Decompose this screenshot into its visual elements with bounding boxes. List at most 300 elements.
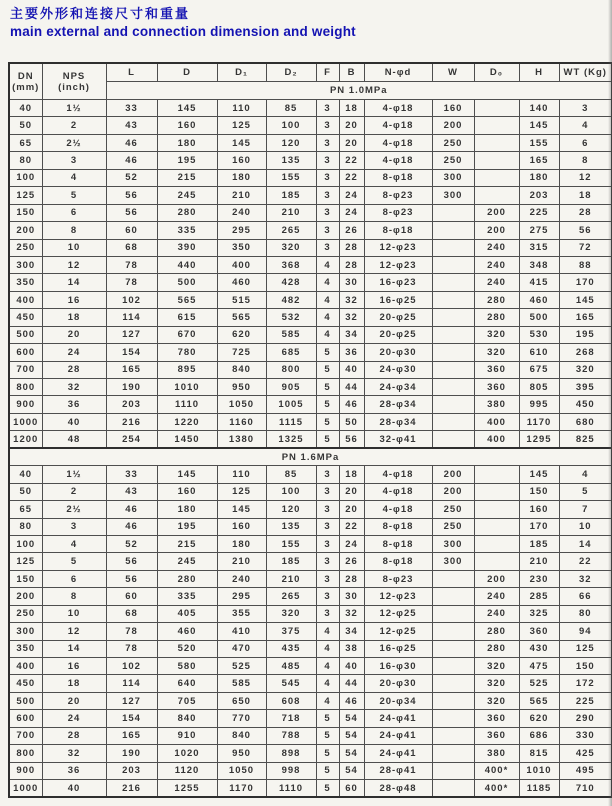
cell-wt: 680	[559, 413, 612, 430]
cell-n-phi-d: 12-φ25	[364, 605, 432, 622]
cell-nps: 12	[42, 256, 106, 273]
cell-dn: 150	[9, 570, 42, 587]
cell-wt: 80	[559, 605, 612, 622]
cell-n-phi-d: 24-φ41	[364, 727, 432, 744]
cell-d1: 240	[217, 204, 266, 221]
cell-d: 440	[157, 256, 217, 273]
cell-d2: 428	[266, 274, 316, 291]
cell-d1: 110	[217, 466, 266, 483]
cell-f: 5	[316, 727, 339, 744]
cell-n-phi-d: 4-φ18	[364, 152, 432, 169]
cell-d2: 85	[266, 100, 316, 117]
cell-d2: 185	[266, 187, 316, 204]
cell-d: 1255	[157, 780, 217, 797]
cell-d: 145	[157, 100, 217, 117]
table-row	[9, 466, 612, 483]
cell-f: 3	[316, 535, 339, 552]
cell-d2: 585	[266, 326, 316, 343]
cell-nps: 10	[42, 239, 106, 256]
cell-l: 56	[106, 204, 157, 221]
cell-n-phi-d: 16-φ23	[364, 274, 432, 291]
cell-nps: 32	[42, 745, 106, 762]
cell-n-phi-d: 8-φ18	[364, 169, 432, 186]
cell-d: 245	[157, 187, 217, 204]
table-row	[9, 518, 612, 535]
cell-w	[432, 256, 474, 273]
cell-d0: 240	[474, 274, 519, 291]
header-dn-unit-bottom: (mm)	[12, 81, 40, 93]
cell-h: 325	[519, 605, 559, 622]
cell-d0	[474, 483, 519, 500]
section-band-row	[9, 448, 612, 465]
cell-d: 1450	[157, 431, 217, 448]
cell-d2: 532	[266, 309, 316, 326]
cell-wt: 7	[559, 501, 612, 518]
column-header-d0: D₀	[474, 63, 519, 82]
cell-n-phi-d: 8-φ23	[364, 187, 432, 204]
table-row	[9, 762, 612, 779]
cell-f: 3	[316, 553, 339, 570]
cell-w: 300	[432, 553, 474, 570]
cell-nps: 14	[42, 274, 106, 291]
cell-dn: 200	[9, 588, 42, 605]
cell-dn: 65	[9, 501, 42, 518]
table-row	[9, 570, 612, 587]
table-row	[9, 553, 612, 570]
cell-n-phi-d: 4-φ18	[364, 466, 432, 483]
table-row	[9, 588, 612, 605]
cell-l: 46	[106, 152, 157, 169]
cell-nps: 5	[42, 553, 106, 570]
cell-d1: 650	[217, 692, 266, 709]
cell-d1: 180	[217, 169, 266, 186]
cell-d1: 145	[217, 501, 266, 518]
cell-d1: 400	[217, 256, 266, 273]
cell-wt: 14	[559, 535, 612, 552]
cell-l: 165	[106, 727, 157, 744]
cell-d2: 608	[266, 692, 316, 709]
cell-wt: 825	[559, 431, 612, 448]
cell-l: 127	[106, 692, 157, 709]
cell-f: 3	[316, 100, 339, 117]
cell-f: 3	[316, 239, 339, 256]
table-row	[9, 204, 612, 221]
cell-d: 910	[157, 727, 217, 744]
cell-d: 180	[157, 501, 217, 518]
cell-dn: 900	[9, 396, 42, 413]
cell-dn: 40	[9, 466, 42, 483]
cell-d1: 180	[217, 535, 266, 552]
cell-d: 460	[157, 623, 217, 640]
cell-b: 28	[339, 256, 364, 273]
cell-w: 250	[432, 134, 474, 151]
cell-d1: 210	[217, 187, 266, 204]
cell-dn: 250	[9, 239, 42, 256]
cell-wt: 72	[559, 239, 612, 256]
cell-b: 22	[339, 169, 364, 186]
cell-d0	[474, 518, 519, 535]
table-row	[9, 640, 612, 657]
cell-dn: 250	[9, 605, 42, 622]
cell-d1: 355	[217, 605, 266, 622]
cell-l: 46	[106, 134, 157, 151]
cell-d: 280	[157, 204, 217, 221]
cell-h: 140	[519, 100, 559, 117]
cell-w: 300	[432, 169, 474, 186]
cell-dn: 800	[9, 745, 42, 762]
cell-dn: 125	[9, 187, 42, 204]
cell-b: 50	[339, 413, 364, 430]
cell-nps: 40	[42, 413, 106, 430]
cell-l: 190	[106, 379, 157, 396]
cell-n-phi-d: 16-φ30	[364, 658, 432, 675]
column-header-dn	[9, 63, 42, 100]
cell-dn: 800	[9, 379, 42, 396]
cell-d0: 360	[474, 710, 519, 727]
cell-d: 1220	[157, 413, 217, 430]
cell-nps: 8	[42, 222, 106, 239]
cell-w: 300	[432, 535, 474, 552]
cell-d2: 482	[266, 291, 316, 308]
cell-nps: 20	[42, 326, 106, 343]
cell-l: 52	[106, 169, 157, 186]
cell-nps: 40	[42, 780, 106, 797]
cell-wt: 268	[559, 344, 612, 361]
cell-dn: 500	[9, 692, 42, 709]
cell-f: 4	[316, 326, 339, 343]
cell-f: 4	[316, 274, 339, 291]
cell-d1: 1050	[217, 762, 266, 779]
cell-wt: 170	[559, 274, 612, 291]
cell-l: 68	[106, 239, 157, 256]
cell-f: 5	[316, 762, 339, 779]
cell-n-phi-d: 12-φ23	[364, 256, 432, 273]
table-row	[9, 535, 612, 552]
cell-l: 190	[106, 745, 157, 762]
cell-n-phi-d: 24-φ30	[364, 361, 432, 378]
page-title-chinese: 主要外形和连接尺寸和重量	[10, 6, 191, 21]
cell-d2: 265	[266, 222, 316, 239]
table-row	[9, 152, 612, 169]
cell-nps: 12	[42, 623, 106, 640]
cell-f: 5	[316, 379, 339, 396]
cell-n-phi-d: 4-φ18	[364, 483, 432, 500]
header-dn-unit-top: DN	[17, 70, 34, 82]
cell-wt: 66	[559, 588, 612, 605]
cell-wt: 710	[559, 780, 612, 797]
cell-d0: 400*	[474, 780, 519, 797]
cell-d0: 200	[474, 222, 519, 239]
cell-w: 160	[432, 100, 474, 117]
cell-d: 245	[157, 553, 217, 570]
column-header-d: D	[157, 63, 217, 82]
cell-l: 56	[106, 187, 157, 204]
cell-l: 114	[106, 309, 157, 326]
table-row	[9, 780, 612, 797]
cell-w	[432, 692, 474, 709]
cell-b: 32	[339, 605, 364, 622]
cell-wt: 3	[559, 100, 612, 117]
cell-b: 54	[339, 727, 364, 744]
cell-wt: 290	[559, 710, 612, 727]
cell-h: 210	[519, 553, 559, 570]
cell-d2: 210	[266, 570, 316, 587]
cell-h: 430	[519, 640, 559, 657]
cell-dn: 400	[9, 658, 42, 675]
cell-d: 280	[157, 570, 217, 587]
cell-h: 805	[519, 379, 559, 396]
cell-b: 24	[339, 187, 364, 204]
column-header-l: L	[106, 63, 157, 82]
cell-f: 3	[316, 134, 339, 151]
cell-d2: 1325	[266, 431, 316, 448]
cell-h: 225	[519, 204, 559, 221]
cell-dn: 1000	[9, 780, 42, 797]
cell-nps: 2½	[42, 134, 106, 151]
cell-d1: 585	[217, 675, 266, 692]
cell-d1: 1050	[217, 396, 266, 413]
cell-b: 20	[339, 134, 364, 151]
cell-f: 4	[316, 623, 339, 640]
table-row	[9, 326, 612, 343]
cell-nps: 18	[42, 309, 106, 326]
cell-f: 3	[316, 501, 339, 518]
cell-nps: 24	[42, 710, 106, 727]
cell-d0: 240	[474, 256, 519, 273]
cell-d: 640	[157, 675, 217, 692]
cell-f: 3	[316, 518, 339, 535]
cell-d0: 280	[474, 291, 519, 308]
cell-f: 3	[316, 570, 339, 587]
cell-d0: 380	[474, 396, 519, 413]
cell-b: 46	[339, 692, 364, 709]
table-row	[9, 100, 612, 117]
cell-n-phi-d: 20-φ34	[364, 692, 432, 709]
table-row	[9, 361, 612, 378]
cell-w: 300	[432, 187, 474, 204]
cell-d1: 525	[217, 658, 266, 675]
table-row	[9, 605, 612, 622]
cell-d: 335	[157, 588, 217, 605]
cell-h: 460	[519, 291, 559, 308]
table-row	[9, 239, 612, 256]
cell-d0	[474, 187, 519, 204]
cell-n-phi-d: 28-φ34	[364, 396, 432, 413]
cell-d2: 485	[266, 658, 316, 675]
cell-n-phi-d: 8-φ18	[364, 535, 432, 552]
cell-d2: 685	[266, 344, 316, 361]
cell-f: 5	[316, 396, 339, 413]
cell-d1: 240	[217, 570, 266, 587]
cell-wt: 425	[559, 745, 612, 762]
cell-dn: 350	[9, 640, 42, 657]
cell-l: 56	[106, 553, 157, 570]
cell-w	[432, 291, 474, 308]
cell-d1: 470	[217, 640, 266, 657]
cell-l: 102	[106, 658, 157, 675]
cell-l: 78	[106, 274, 157, 291]
cell-l: 78	[106, 256, 157, 273]
cell-d2: 368	[266, 256, 316, 273]
cell-d: 180	[157, 134, 217, 151]
cell-wt: 22	[559, 553, 612, 570]
cell-f: 5	[316, 780, 339, 797]
cell-b: 36	[339, 344, 364, 361]
cell-n-phi-d: 16-φ25	[364, 291, 432, 308]
cell-d0: 320	[474, 675, 519, 692]
cell-nps: 20	[42, 692, 106, 709]
cell-w	[432, 379, 474, 396]
cell-wt: 150	[559, 658, 612, 675]
cell-dn: 150	[9, 204, 42, 221]
cell-wt: 395	[559, 379, 612, 396]
cell-h: 160	[519, 501, 559, 518]
cell-d0: 280	[474, 623, 519, 640]
cell-dn: 300	[9, 623, 42, 640]
cell-wt: 5	[559, 483, 612, 500]
cell-b: 22	[339, 152, 364, 169]
table-row	[9, 745, 612, 762]
cell-dn: 100	[9, 169, 42, 186]
table-row	[9, 222, 612, 239]
table-row	[9, 413, 612, 430]
cell-n-phi-d: 24-φ41	[364, 745, 432, 762]
cell-d1: 515	[217, 291, 266, 308]
cell-d1: 160	[217, 152, 266, 169]
cell-h: 995	[519, 396, 559, 413]
cell-f: 3	[316, 187, 339, 204]
cell-d2: 375	[266, 623, 316, 640]
cell-d1: 950	[217, 745, 266, 762]
cell-w	[432, 344, 474, 361]
table-row	[9, 169, 612, 186]
cell-dn: 300	[9, 256, 42, 273]
column-header-h: H	[519, 63, 559, 82]
cell-nps: 36	[42, 396, 106, 413]
cell-dn: 600	[9, 710, 42, 727]
cell-d1: 295	[217, 588, 266, 605]
cell-d0	[474, 100, 519, 117]
cell-dn: 1200	[9, 431, 42, 448]
cell-wt: 165	[559, 309, 612, 326]
cell-l: 43	[106, 117, 157, 134]
cell-dn: 450	[9, 309, 42, 326]
cell-d: 390	[157, 239, 217, 256]
column-header-d2: D₂	[266, 63, 316, 82]
cell-n-phi-d: 4-φ18	[364, 134, 432, 151]
cell-d1: 840	[217, 361, 266, 378]
cell-l: 60	[106, 588, 157, 605]
cell-d1: 725	[217, 344, 266, 361]
cell-nps: 14	[42, 640, 106, 657]
cell-h: 180	[519, 169, 559, 186]
header-nps-unit-top: NPS	[62, 70, 86, 82]
cell-w	[432, 326, 474, 343]
cell-d0	[474, 117, 519, 134]
cell-h: 203	[519, 187, 559, 204]
cell-d0: 320	[474, 344, 519, 361]
cell-d1: 770	[217, 710, 266, 727]
cell-h: 686	[519, 727, 559, 744]
cell-w: 200	[432, 117, 474, 134]
cell-d2: 1110	[266, 780, 316, 797]
cell-dn: 65	[9, 134, 42, 151]
cell-nps: 3	[42, 518, 106, 535]
cell-l: 114	[106, 675, 157, 692]
cell-n-phi-d: 4-φ18	[364, 100, 432, 117]
cell-nps: 10	[42, 605, 106, 622]
cell-d2: 135	[266, 518, 316, 535]
table-row	[9, 187, 612, 204]
cell-wt: 225	[559, 692, 612, 709]
cell-f: 3	[316, 169, 339, 186]
cell-w	[432, 239, 474, 256]
cell-d2: 85	[266, 466, 316, 483]
cell-n-phi-d: 20-φ25	[364, 326, 432, 343]
cell-l: 46	[106, 518, 157, 535]
cell-d2: 898	[266, 745, 316, 762]
cell-d: 405	[157, 605, 217, 622]
cell-d1: 1380	[217, 431, 266, 448]
cell-d: 195	[157, 518, 217, 535]
cell-b: 34	[339, 623, 364, 640]
cell-n-phi-d: 24-φ34	[364, 379, 432, 396]
cell-h: 610	[519, 344, 559, 361]
cell-d0	[474, 152, 519, 169]
cell-b: 46	[339, 396, 364, 413]
cell-w: 250	[432, 501, 474, 518]
cell-h: 145	[519, 466, 559, 483]
cell-d: 565	[157, 291, 217, 308]
cell-d0: 380	[474, 745, 519, 762]
cell-h: 155	[519, 134, 559, 151]
cell-d2: 155	[266, 169, 316, 186]
cell-d1: 160	[217, 518, 266, 535]
cell-d1: 950	[217, 379, 266, 396]
cell-f: 4	[316, 675, 339, 692]
cell-b: 38	[339, 640, 364, 657]
cell-d0: 240	[474, 239, 519, 256]
cell-b: 32	[339, 309, 364, 326]
cell-nps: 6	[42, 204, 106, 221]
table-row	[9, 274, 612, 291]
table-row	[9, 483, 612, 500]
cell-dn: 700	[9, 727, 42, 744]
cell-wt: 450	[559, 396, 612, 413]
cell-h: 150	[519, 483, 559, 500]
cell-h: 1295	[519, 431, 559, 448]
cell-h: 1185	[519, 780, 559, 797]
table-row	[9, 727, 612, 744]
cell-n-phi-d: 12-φ25	[364, 623, 432, 640]
cell-wt: 18	[559, 187, 612, 204]
cell-d0	[474, 134, 519, 151]
cell-w	[432, 588, 474, 605]
cell-n-phi-d: 28-φ48	[364, 780, 432, 797]
table-row	[9, 501, 612, 518]
cell-d: 705	[157, 692, 217, 709]
header-nps-unit-bottom: (inch)	[58, 81, 90, 93]
cell-b: 60	[339, 780, 364, 797]
cell-l: 102	[106, 291, 157, 308]
cell-n-phi-d: 8-φ23	[364, 570, 432, 587]
cell-l: 52	[106, 535, 157, 552]
cell-d0: 320	[474, 692, 519, 709]
cell-b: 40	[339, 361, 364, 378]
cell-b: 24	[339, 535, 364, 552]
cell-wt: 6	[559, 134, 612, 151]
cell-w	[432, 727, 474, 744]
